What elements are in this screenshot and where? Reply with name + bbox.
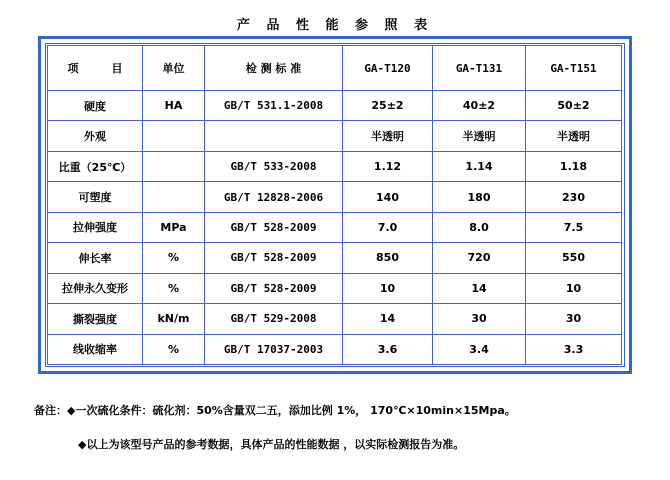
cell-standard: GB/T 533-2008 (205, 151, 343, 181)
cell-standard: GB/T 528-2009 (205, 212, 343, 242)
cell-item: 拉伸强度 (48, 212, 143, 242)
cell-ga-t120: 10 (343, 273, 433, 303)
cell-item: 硬度 (48, 91, 143, 121)
cell-ga-t120: 半透明 (343, 121, 433, 151)
cell-item: 撕裂强度 (48, 304, 143, 334)
header-standard: 检 测 标 准 (205, 46, 343, 91)
cell-standard (205, 121, 343, 151)
cell-standard: GB/T 528-2009 (205, 273, 343, 303)
cell-ga-t151: 550 (526, 243, 622, 273)
cell-item: 线收缩率 (48, 334, 143, 365)
page-title: 产 品 性 能 参 照 表 (236, 18, 434, 33)
cell-ga-t151: 7.5 (526, 212, 622, 242)
table-row (48, 151, 622, 181)
table-row (48, 91, 622, 121)
cell-unit: kN/m (143, 304, 205, 334)
table-row (48, 212, 622, 242)
cell-ga-t151: 3.3 (526, 334, 622, 365)
table-row (48, 273, 622, 303)
cell-item: 外观 (48, 121, 143, 151)
header-unit: 单位 (143, 46, 205, 91)
table-frame (38, 36, 632, 374)
cell-ga-t131: 1.14 (433, 151, 526, 181)
cell-ga-t120: 14 (343, 304, 433, 334)
cell-ga-t131: 720 (433, 243, 526, 273)
note-line-2: ◆以上为该型号产品的参考数据，具体产品的性能数据 ，以实际检测报告为准。 (78, 438, 465, 451)
table-row (48, 121, 622, 151)
cell-ga-t120: 3.6 (343, 334, 433, 365)
cell-ga-t151: 50±2 (526, 91, 622, 121)
table-row (48, 182, 622, 212)
cell-ga-t131: 180 (433, 182, 526, 212)
cell-ga-t151: 230 (526, 182, 622, 212)
cell-item: 拉伸永久变形 (48, 273, 143, 303)
spec-table (47, 45, 622, 365)
cell-standard: GB/T 12828-2006 (205, 182, 343, 212)
cell-standard: GB/T 531.1-2008 (205, 91, 343, 121)
cell-ga-t151: 30 (526, 304, 622, 334)
cell-item: 比重（25℃） (48, 151, 143, 181)
header-ga-t120: GA-T120 (343, 46, 433, 91)
cell-ga-t131: 40±2 (433, 91, 526, 121)
cell-unit (143, 121, 205, 151)
cell-ga-t131: 8.0 (433, 212, 526, 242)
cell-ga-t131: 14 (433, 273, 526, 303)
cell-ga-t120: 1.12 (343, 151, 433, 181)
note-line-1: 备注：◆一次硫化条件：硫化剂：50%含量双二五，添加比例 1%， 170℃×10min×15Mpa。 (34, 404, 516, 417)
header-ga-t151: GA-T151 (526, 46, 622, 91)
cell-unit: HA (143, 91, 205, 121)
cell-standard: GB/T 528-2009 (205, 243, 343, 273)
header-row (48, 46, 622, 91)
cell-unit: MPa (143, 212, 205, 242)
cell-unit: % (143, 334, 205, 365)
cell-ga-t131: 3.4 (433, 334, 526, 365)
cell-ga-t120: 7.0 (343, 212, 433, 242)
cell-standard: GB/T 17037-2003 (205, 334, 343, 365)
header-item: 项 目 (48, 46, 143, 91)
cell-standard: GB/T 529-2008 (205, 304, 343, 334)
header-ga-t131: GA-T131 (433, 46, 526, 91)
table-row (48, 243, 622, 273)
cell-ga-t120: 850 (343, 243, 433, 273)
cell-unit (143, 151, 205, 181)
table-row (48, 304, 622, 334)
cell-ga-t131: 30 (433, 304, 526, 334)
cell-ga-t131: 半透明 (433, 121, 526, 151)
cell-ga-t151: 半透明 (526, 121, 622, 151)
cell-ga-t151: 10 (526, 273, 622, 303)
cell-item: 伸长率 (48, 243, 143, 273)
table-row (48, 334, 622, 365)
cell-item: 可塑度 (48, 182, 143, 212)
cell-unit: % (143, 243, 205, 273)
cell-unit (143, 182, 205, 212)
cell-ga-t151: 1.18 (526, 151, 622, 181)
cell-ga-t120: 140 (343, 182, 433, 212)
cell-ga-t120: 25±2 (343, 91, 433, 121)
cell-unit: % (143, 273, 205, 303)
